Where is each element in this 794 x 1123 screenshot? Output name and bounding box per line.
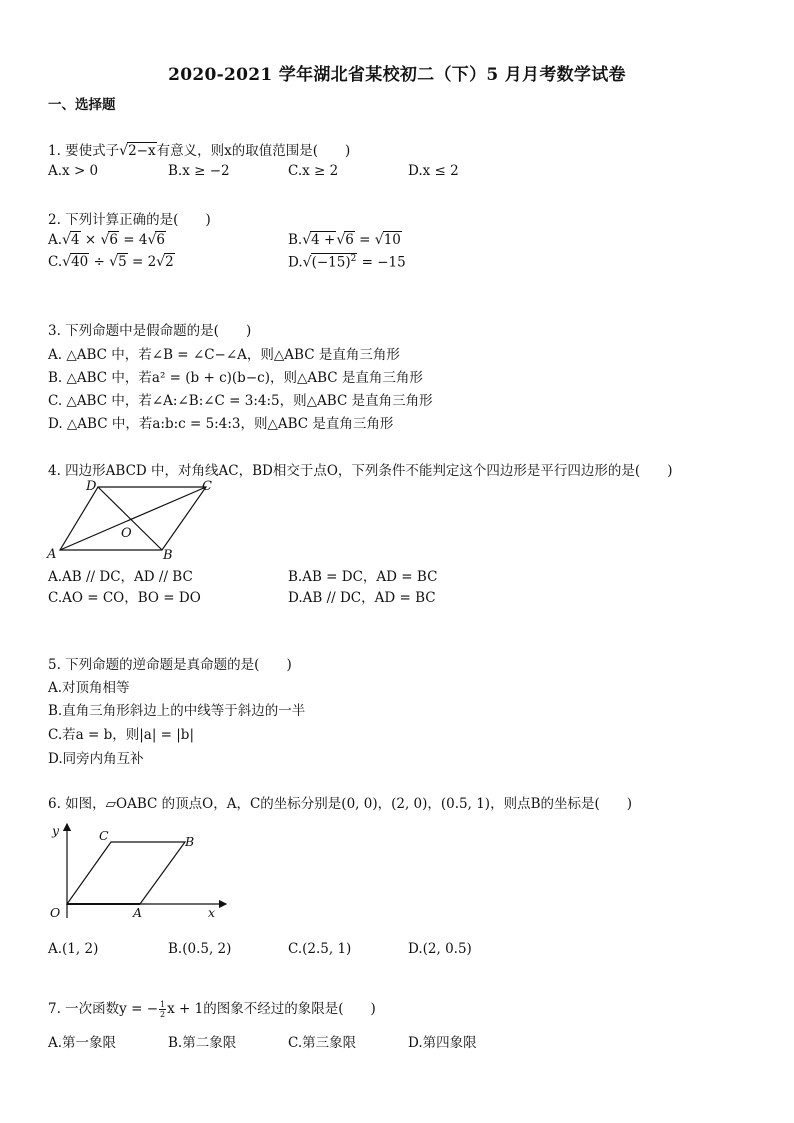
q1-option-b: B.x ≥ −2 — [168, 163, 230, 179]
question-6-stem: 6. 如图，▱OABC 的顶点O，A，C的坐标分别是(0, 0)，(2, 0)，(0.5, 1)，则点B的坐标是( ) — [48, 796, 633, 812]
question-3-stem: 3. 下列命题中是假命题的是( ) — [48, 323, 252, 339]
q7-option-b: B.第二象限 — [168, 1035, 237, 1051]
q1-option-d: D.x ≤ 2 — [408, 163, 459, 179]
label-x: x — [208, 905, 216, 920]
coordinate-parallelogram-figure — [44, 818, 234, 924]
label-y: y — [52, 823, 60, 838]
fraction-one-half: $\frac{1}{2}$ — [160, 1000, 166, 1019]
label-c: C — [202, 479, 212, 494]
label-b: B — [163, 548, 173, 562]
q5-option-c: C.若a = b，则|a| = |b| — [48, 727, 195, 743]
q4-option-d: D.AB // DC，AD = BC — [288, 590, 436, 606]
question-2-stem: 2. 下列计算正确的是( ) — [48, 212, 211, 228]
question-7-stem: 7. 一次函数y = − $\frac{1}{2}$ x + 1的图象不经过的象限是( ) — [48, 1000, 376, 1019]
q1-option-c: C.x ≥ 2 — [288, 163, 339, 179]
label-a: A — [47, 547, 57, 562]
q5-option-d: D.同旁内角互补 — [48, 751, 144, 767]
q7-option-d: D.第四象限 — [408, 1035, 477, 1051]
parallelogram-abcd-figure — [44, 476, 224, 562]
q3-option-c: C. △ABC 中，若∠A:∠B:∠C = 3:4:5，则△ABC 是直角三角形 — [48, 393, 433, 409]
exam-title: 2020-2021 学年湖北省某校初二（下）5 月月考数学试卷 — [168, 65, 626, 85]
q3-option-a: A. △ABC 中，若∠B = ∠C−∠A，则△ABC 是直角三角形 — [48, 347, 400, 363]
q2-option-c: C.√40 ÷ √5 = 2√2 — [48, 254, 174, 270]
question-1-stem: 1. 要使式子√2−x有意义，则x的取值范围是( ) — [48, 143, 351, 159]
q2-option-d: $D.√(-15)^2 = -15$ — [288, 254, 406, 271]
q4-option-b: B.AB = DC，AD = BC — [288, 569, 438, 585]
section-heading: 一、选择题 — [48, 97, 116, 113]
q1-option-a: A.x > 0 — [48, 163, 99, 179]
radicand: 2−x — [128, 143, 156, 159]
q5-option-a: A.对顶角相等 — [48, 680, 130, 696]
q4-option-c: C.AO = CO，BO = DO — [48, 590, 201, 606]
label-o: O — [121, 526, 132, 541]
q6-option-a: A.(1, 2) — [48, 941, 99, 957]
q5-option-b: B.直角三角形斜边上的中线等于斜边的一半 — [48, 703, 306, 719]
q6-option-d: D.(2, 0.5) — [408, 941, 472, 957]
q6-option-c: C.(2.5, 1) — [288, 941, 352, 957]
label-a: A — [133, 905, 143, 920]
label-c: C — [99, 828, 109, 843]
q4-option-a: A.AB // DC，AD // BC — [48, 569, 193, 585]
label-b: B — [185, 834, 195, 849]
q6-option-b: B.(0.5, 2) — [168, 941, 232, 957]
q2-option-a: A.√4 × √6 = 4√6 — [48, 232, 165, 248]
parallelogram-oabc — [67, 842, 185, 904]
q7-option-c: C.第三象限 — [288, 1035, 357, 1051]
q3-option-d: D. △ABC 中，若a:b:c = 5:4:3，则△ABC 是直角三角形 — [48, 416, 394, 432]
label-origin: O — [50, 905, 61, 920]
q3-option-b: B. △ABC 中，若a² = (b + c)(b−c)，则△ABC 是直角三角形 — [48, 370, 423, 386]
q7-option-a: A.第一象限 — [48, 1035, 117, 1051]
question-5-stem: 5. 下列命题的逆命题是真命题的是( ) — [48, 657, 292, 673]
q2-option-b: B.√4 +√6 = √10 — [288, 232, 401, 248]
sqrt-sign: √ — [119, 143, 129, 159]
question-4-stem: 4. 四边形ABCD 中，对角线AC，BD相交于点O，下列条件不能判定这个四边形是平行四边形的是( ) — [48, 463, 673, 479]
label-d: D — [86, 479, 97, 494]
